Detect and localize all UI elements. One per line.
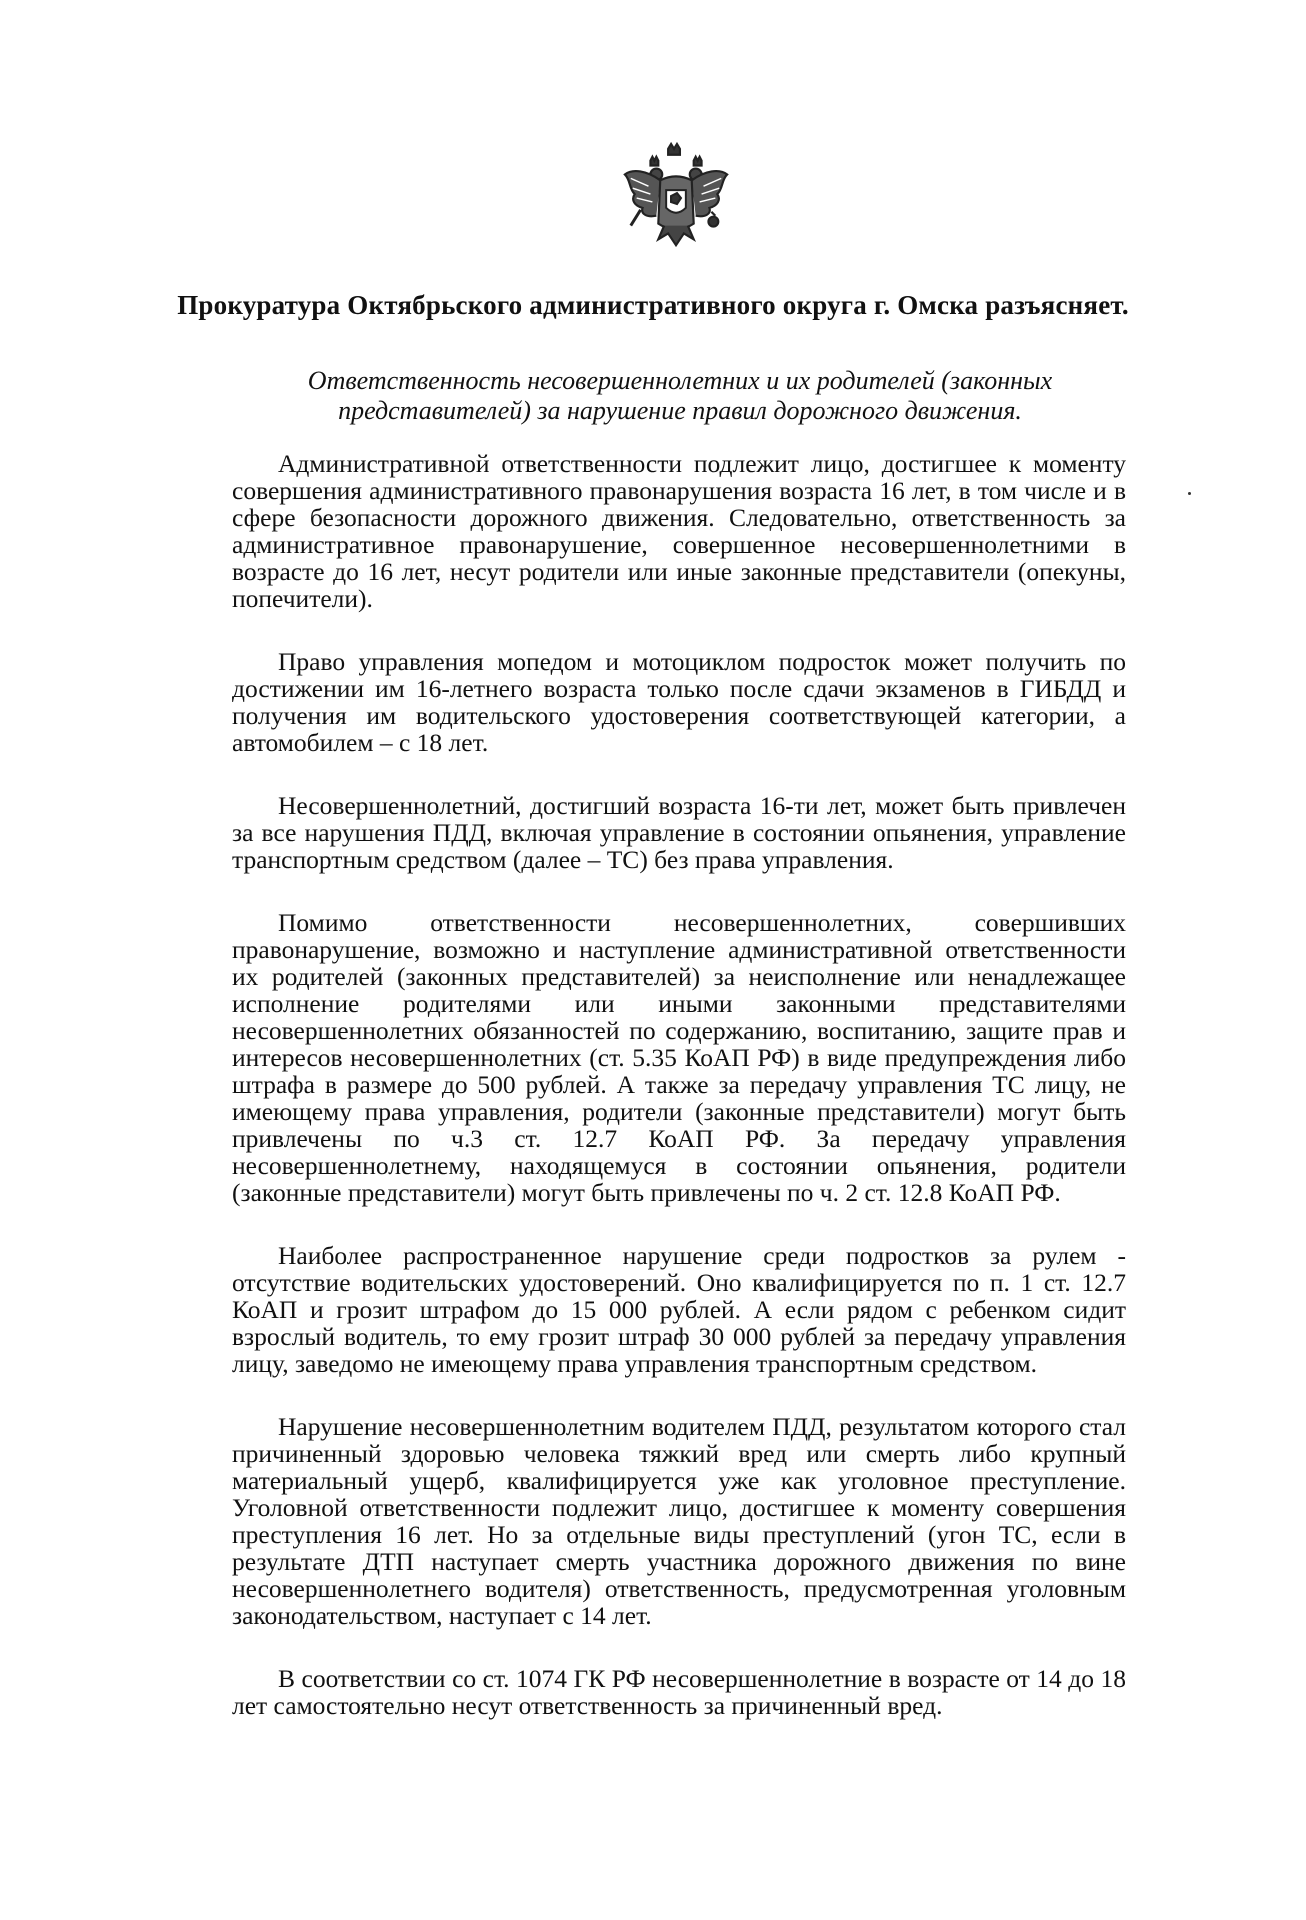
scan-speck	[1188, 492, 1191, 495]
document-subtitle: Ответственность несовершеннолетних и их родителей (законных представителей) за нарушение правил дорожного движения.	[307, 366, 1053, 425]
document-body	[232, 450, 1126, 1755]
paragraph-2: Право управления мопедом и мотоциклом подросток может получить по достижении им 16-летнего возраста только после сдачи экзаменов в ГИБДД и получения им водительского удостоверения соответствующей категории, а автомобилем – с 18 лет.	[232, 647, 1126, 757]
page-title: Прокуратура Октябрьского административного округа г. Омска разъясняет.	[177, 290, 1129, 320]
paragraph-3: Несовершеннолетний, достигший возраста 16-ти лет, может быть привлечен за все нарушения ПДД, включая управление в состоянии опьянения, управление транспортным средством (далее – ТС) без права управления.	[232, 791, 1126, 874]
paragraph-6: Нарушение несовершеннолетним водителем ПДД, результатом которого стал причиненный здоровью человека тяжкий вред или смерть либо крупный материальный ущерб, квалифицируется уже как уголовное преступление. Уголовной ответственности подлежит лицо, достигшее к моменту совершения преступления 16 лет. Но за отдельные виды преступлений (угон ТС, если в результате ДТП наступает смерть участника дорожного движения по вине несовершеннолетнего водителя) ответственность, предусмотренная уголовным законодательством, наступает с 14 лет.	[232, 1412, 1126, 1630]
paragraph-4: Помимо ответственности несовершеннолетних, совершивших правонарушение, возможно и наступление административной ответственности их родителей (законных представителей) за неисполнение или ненадлежащее исполнение родителями или иными законными представителями несовершеннолетних обязанностей по содержанию, воспитанию, защите прав и интересов несовершеннолетних (ст. 5.35 КоАП РФ) в виде предупреждения либо штрафа в размере до 500 рублей. А также за передачу управления ТС лицу, не имеющему права управления, родители (законные представители) могут быть привлечены по ч.3 ст. 12.7 КоАП РФ. За передачу управления несовершеннолетнему, находящемуся в состоянии опьянения, родители (законные представители) могут быть привлечены по ч. 2 ст. 12.8 КоАП РФ.	[232, 908, 1126, 1207]
russian-coat-of-arms-icon	[617, 140, 735, 260]
paragraph-1: Административной ответственности подлежит лицо, достигшее к моменту совершения административного правонарушения возраста 16 лет, в том числе и в сфере безопасности дорожного движения. Следовательно, ответственность за административное правонарушение, совершенное несовершеннолетними в возрасте до 16 лет, несут родители или иные законные представители (опекуны, попечители).	[232, 449, 1126, 613]
paragraph-7: В соответствии со ст. 1074 ГК РФ несовершеннолетние в возрасте от 14 до 18 лет самостоятельно несут ответственность за причиненный вред.	[232, 1664, 1126, 1720]
paragraph-5: Наиболее распространенное нарушение среди подростков за рулем - отсутствие водительских удостоверений. Оно квалифицируется по п. 1 ст. 12.7 КоАП и грозит штрафом до 15 000 рублей. А если рядом с ребенком сидит взрослый водитель, то ему грозит штраф 30 000 рублей за передачу управления лицу, заведомо не имеющему права управления транспортным средством.	[232, 1241, 1126, 1378]
